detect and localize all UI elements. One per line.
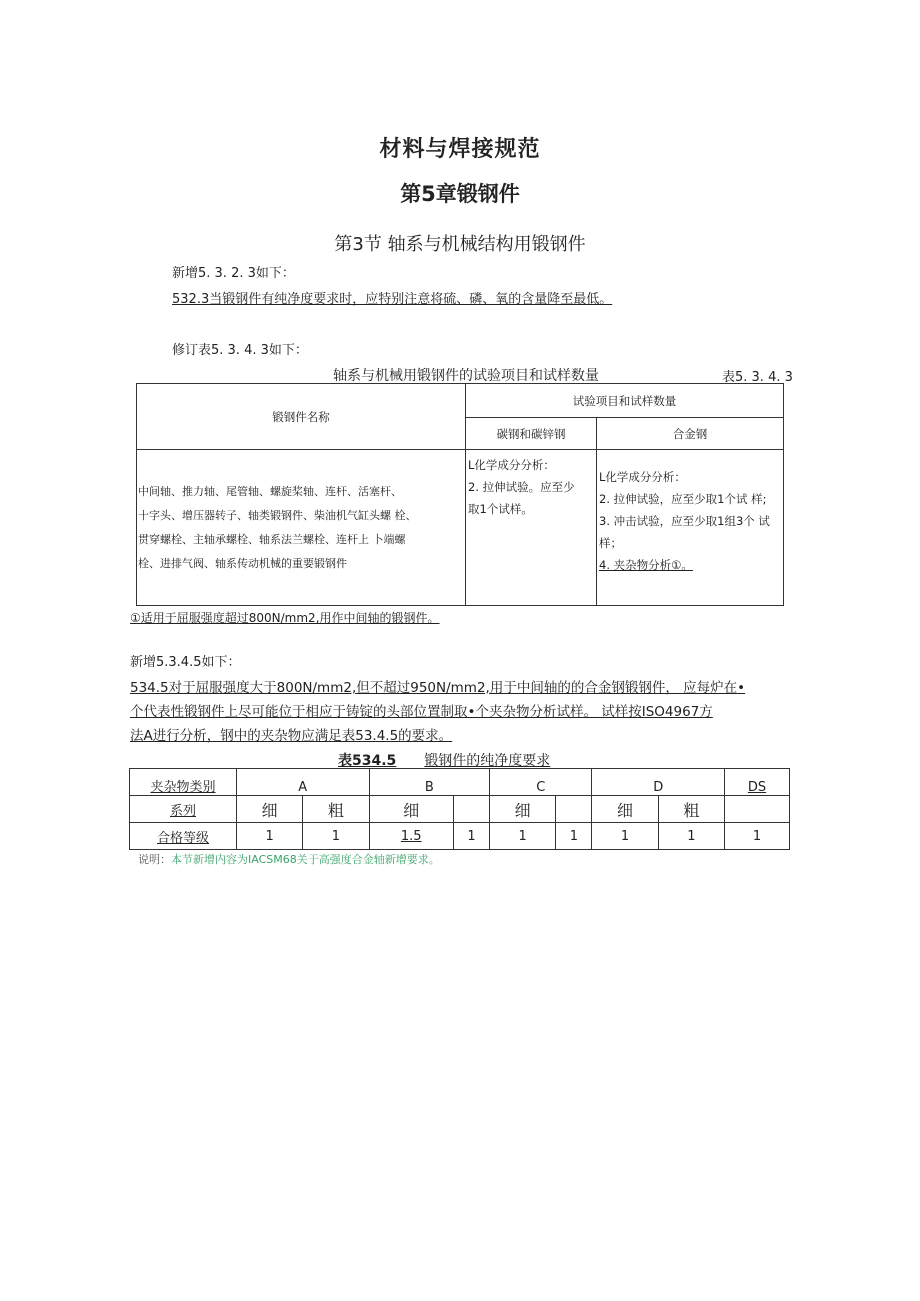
- series-cell: 粗: [303, 796, 369, 823]
- series-cell: [556, 796, 592, 823]
- series-cell: [453, 796, 489, 823]
- carbon-line: 2. 拉伸试验。应至少: [468, 480, 575, 494]
- add-clause2-line: 法A进行分析，钢中的夹杂物应满足表53.4.5的要求。: [130, 728, 453, 744]
- series-cell: 细: [237, 796, 303, 823]
- table-footnote: ①适用于屈服强度超过800N∕mm2,用作中间轴的锻钢件。: [130, 611, 440, 625]
- grade-cell: 1: [592, 823, 658, 850]
- grade-cell: 1: [453, 823, 489, 850]
- series-cell: 细: [490, 796, 556, 823]
- carbon-steel-tests-cell: [466, 450, 597, 606]
- cleanliness-table: [129, 768, 790, 850]
- alloy-line: 3. 冲击试验，应至少取1组3个 试: [599, 514, 770, 528]
- alloy-line: 4. 夹杂物分析①。: [599, 558, 693, 572]
- group-ds: DS: [725, 769, 790, 796]
- grade-cell: 1.5: [369, 823, 453, 850]
- alloy-line: 样；: [599, 536, 622, 550]
- grade-cell: 1: [303, 823, 369, 850]
- group-c: C: [490, 769, 592, 796]
- series-cell: 细: [369, 796, 453, 823]
- grade-cell: 1: [237, 823, 303, 850]
- row-label-inclusion-type: 夹杂物类别: [130, 769, 237, 796]
- series-cell: 粗: [658, 796, 724, 823]
- table-number: 表5. 3. 4. 3: [722, 370, 793, 385]
- note-prefix: 说明：: [138, 853, 171, 866]
- names-line: 中间轴、推力轴、尾管轴、螺旋桨轴、连杆、活塞杆、: [138, 484, 402, 498]
- add-clause-text: 532.3当锻钢件有纯净度要求时，应特别注意将硫、磷、氧的含量降至最低。: [172, 292, 613, 307]
- chapter-title: 第5章锻钢件: [400, 182, 520, 206]
- header-test-items: 试验项目和试样数量: [466, 384, 784, 418]
- row-label-series: 系列: [130, 796, 237, 823]
- header-carbon-steel: 碳钢和碳锌钢: [466, 418, 597, 450]
- caption-title: 锻钢件的纯净度要求: [424, 753, 551, 769]
- add-clause2-intro: 新增5.3.4.5如下：: [130, 655, 241, 670]
- group-a: A: [237, 769, 370, 796]
- group-d: D: [592, 769, 725, 796]
- test-items-table: [136, 383, 784, 606]
- names-line: 栓、进排气阀、轴系传动机械的重要锻钢件: [138, 556, 347, 570]
- alloy-steel-tests-cell: [597, 450, 784, 606]
- caption-number: 表534.5: [338, 753, 397, 769]
- add-clause-intro: 新增5. 3. 2. 3如下：: [172, 266, 295, 281]
- document-title: 材料与焊接规范: [379, 137, 541, 162]
- alloy-line: L化学成分分析：: [599, 470, 686, 484]
- add-clause2-line: 个代表性锻钢件上尽可能位于相应于铸锭的头部位置制取•个夹杂物分析试样。 试样按ISO4967方: [130, 704, 713, 720]
- names-line: 贯穿螺栓、主轴承螺栓、轴系法兰螺栓、连杆上 卜端螺: [138, 532, 406, 546]
- header-alloy-steel: 合金钢: [597, 418, 784, 450]
- carbon-line: 取1个试样。: [468, 502, 533, 516]
- forging-names-cell: [137, 450, 466, 606]
- series-cell: [725, 796, 790, 823]
- carbon-line: L化学成分分析：: [468, 458, 555, 472]
- revise-table-intro: 修订表5. 3. 4. 3如下：: [172, 343, 308, 358]
- section-title: 第3节 轴系与机械结构用锻钢件: [334, 234, 586, 255]
- grade-cell: 1: [725, 823, 790, 850]
- note-text: 本节新增内容为IACSM68关于高强度合金轴新增要求。: [171, 853, 440, 866]
- series-cell: 细: [592, 796, 658, 823]
- group-b: B: [369, 769, 490, 796]
- grade-cell: 1: [658, 823, 724, 850]
- alloy-line: 2. 拉伸试验，应至少取1个试 样;: [599, 492, 767, 506]
- grade-cell: 1: [490, 823, 556, 850]
- grade-cell: 1: [556, 823, 592, 850]
- explanatory-note: [138, 851, 440, 867]
- names-line: 十字头、增压器转子、轴类锻钢件、柴油机气缸头螺 栓、: [138, 508, 417, 522]
- add-clause2-line: 534.5对于屈服强度大于800N∕mm2,但不超过950N∕mm2,用于中间轴的的合金钢锻钢件， 应每炉在•: [130, 680, 746, 696]
- row-label-grade: 合格等级: [130, 823, 237, 850]
- header-forging-name: 锻钢件名称: [137, 384, 466, 450]
- table-caption: 轴系与机械用锻钢件的试验项目和试样数量: [333, 368, 599, 384]
- cleanliness-table-caption: [338, 750, 550, 770]
